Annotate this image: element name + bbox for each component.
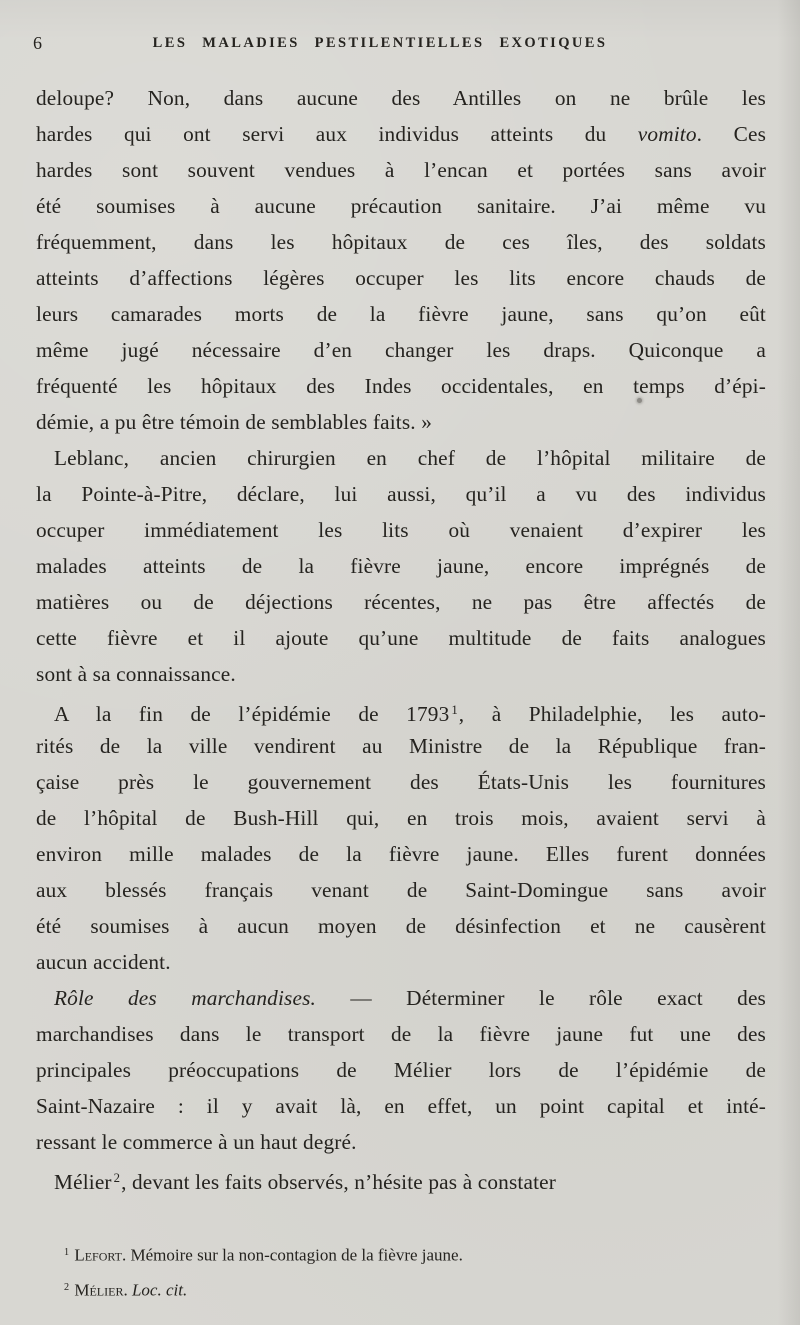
footnote [36,1237,766,1272]
text-line [36,1016,766,1052]
ink-speck [637,398,642,403]
text-line [36,548,766,584]
text-run: été soumises à aucune précaution sanitaire. J’ai même vu [36,194,766,218]
text-line [36,908,766,944]
text-run: aucun accident. [36,950,171,974]
text-run: même jugé nécessaire d’en changer les draps. Quiconque a [36,338,766,362]
text-line [36,728,766,764]
text-line [36,224,766,260]
text-run: été soumises à aucun moyen de désinfection et ne causèrent [36,914,766,938]
text-run: fréquenté les hôpitaux des Indes occidentales, en temps d’épi- [36,374,766,398]
text-run: principales préoccupations de Mélier lors de l’épidémie de [36,1058,766,1082]
text-line [36,440,766,476]
text-line [36,368,766,404]
footnote-reference: 2 [64,1281,70,1293]
body-text [36,80,766,1196]
footnote-reference: 1 [64,1247,70,1258]
text-line [36,1160,766,1196]
text-run: la Pointe-à-Pitre, déclare, lui aussi, qu’il a vu des individus [36,482,766,506]
footnote [36,1272,766,1307]
text-run: matières ou de déjections récentes, ne pas être affectés de [36,590,766,614]
text-line [36,1052,766,1088]
text-run: vomito [637,122,697,146]
text-line [36,152,766,188]
text-run: , à Philadelphie, les auto- [458,702,766,727]
text-line [36,764,766,800]
text-run: , devant les faits observés, n’hésite pas à constater [121,1170,556,1195]
text-run: fréquemment, dans les hôpitaux de ces îles, des soldats [36,230,766,254]
text-line [36,692,766,728]
text-run: hardes sont souvent vendues à l’encan et portées sans avoir [36,158,766,182]
text-run: ressant le commerce à un haut degré. [36,1130,357,1154]
text-line [36,116,766,152]
paragraph [36,1160,766,1196]
text-line [36,836,766,872]
text-run: aux blessés français venant de Saint-Domingue sans avoir [36,878,766,902]
text-run: environ mille malades de la fièvre jaune. Elles furent données [36,842,766,866]
page-number: 6 [33,33,43,53]
text-run: Loc. cit. [131,1280,188,1300]
text-line [36,980,766,1016]
text-line [36,620,766,656]
text-line [36,296,766,332]
text-run: atteints d’affections légères occuper les lits encore chauds de [36,266,766,290]
text-run: A la fin de l’épidémie de 1793 [54,702,450,727]
text-line [36,404,766,440]
paragraph [36,692,766,980]
text-run: Rôle des marchandises. [54,986,316,1010]
text-run: de l’hôpital de Bush-Hill qui, en trois mois, avaient servi à [36,806,766,830]
text-run: démie, a pu être témoin de semblables faits. » [36,410,433,434]
text-run: rités de la ville vendirent au Ministre de la République fran- [36,734,766,758]
text-run: — Déterminer le rôle exact des [316,986,766,1010]
text-line [36,800,766,836]
text-run: malades atteints de la fièvre jaune, encore imprégnés de [36,554,766,578]
text-line [36,512,766,548]
footnote-reference: 1 [451,703,458,717]
text-run: Mémoire sur la non-contagion de la fièvre jaune. [126,1245,463,1265]
running-title: LES MALADIES PESTILENTIELLES EXOTIQUES [152,35,608,51]
text-run: Mélier [54,1170,112,1195]
text-run: marchandises dans le transport de la fièvre jaune fut une des [36,1022,766,1046]
text-line [36,656,766,692]
text-run: Leblanc, ancien chirurgien en chef de l’hôpital militaire de [54,446,766,470]
text-line [36,188,766,224]
text-run: Mélier. [74,1280,128,1300]
text-line [36,332,766,368]
text-run: sont à sa connaissance. [36,662,236,686]
text-line [36,872,766,908]
paragraph [36,440,766,692]
text-run: Lefort. [74,1245,127,1265]
text-line [36,476,766,512]
text-run: deloupe? Non, dans aucune des Antilles on ne brûle les [36,86,766,110]
text-run: Saint-Nazaire : il y avait là, en effet, un point capital et inté- [36,1094,766,1118]
text-run: occuper immédiatement les lits où venaient d’expirer les [36,518,766,542]
paragraph [36,980,766,1160]
footnotes [36,1237,766,1306]
text-run: hardes qui ont servi aux individus atteints du [36,122,638,146]
text-run: çaise près le gouvernement des États-Unis les fournitures [36,770,766,794]
text-line [36,1088,766,1124]
text-run: leurs camarades morts de la fièvre jaune, sans qu’on eût [36,302,766,326]
paragraph [36,80,766,440]
text-line [36,260,766,296]
text-line [36,584,766,620]
footnote-reference: 2 [113,1171,121,1185]
text-line [36,80,766,116]
text-run: . Ces [696,122,766,146]
text-run: cette fièvre et il ajoute qu’une multitude de faits analogues [36,626,766,650]
text-line [36,1124,766,1160]
text-line [36,944,766,980]
